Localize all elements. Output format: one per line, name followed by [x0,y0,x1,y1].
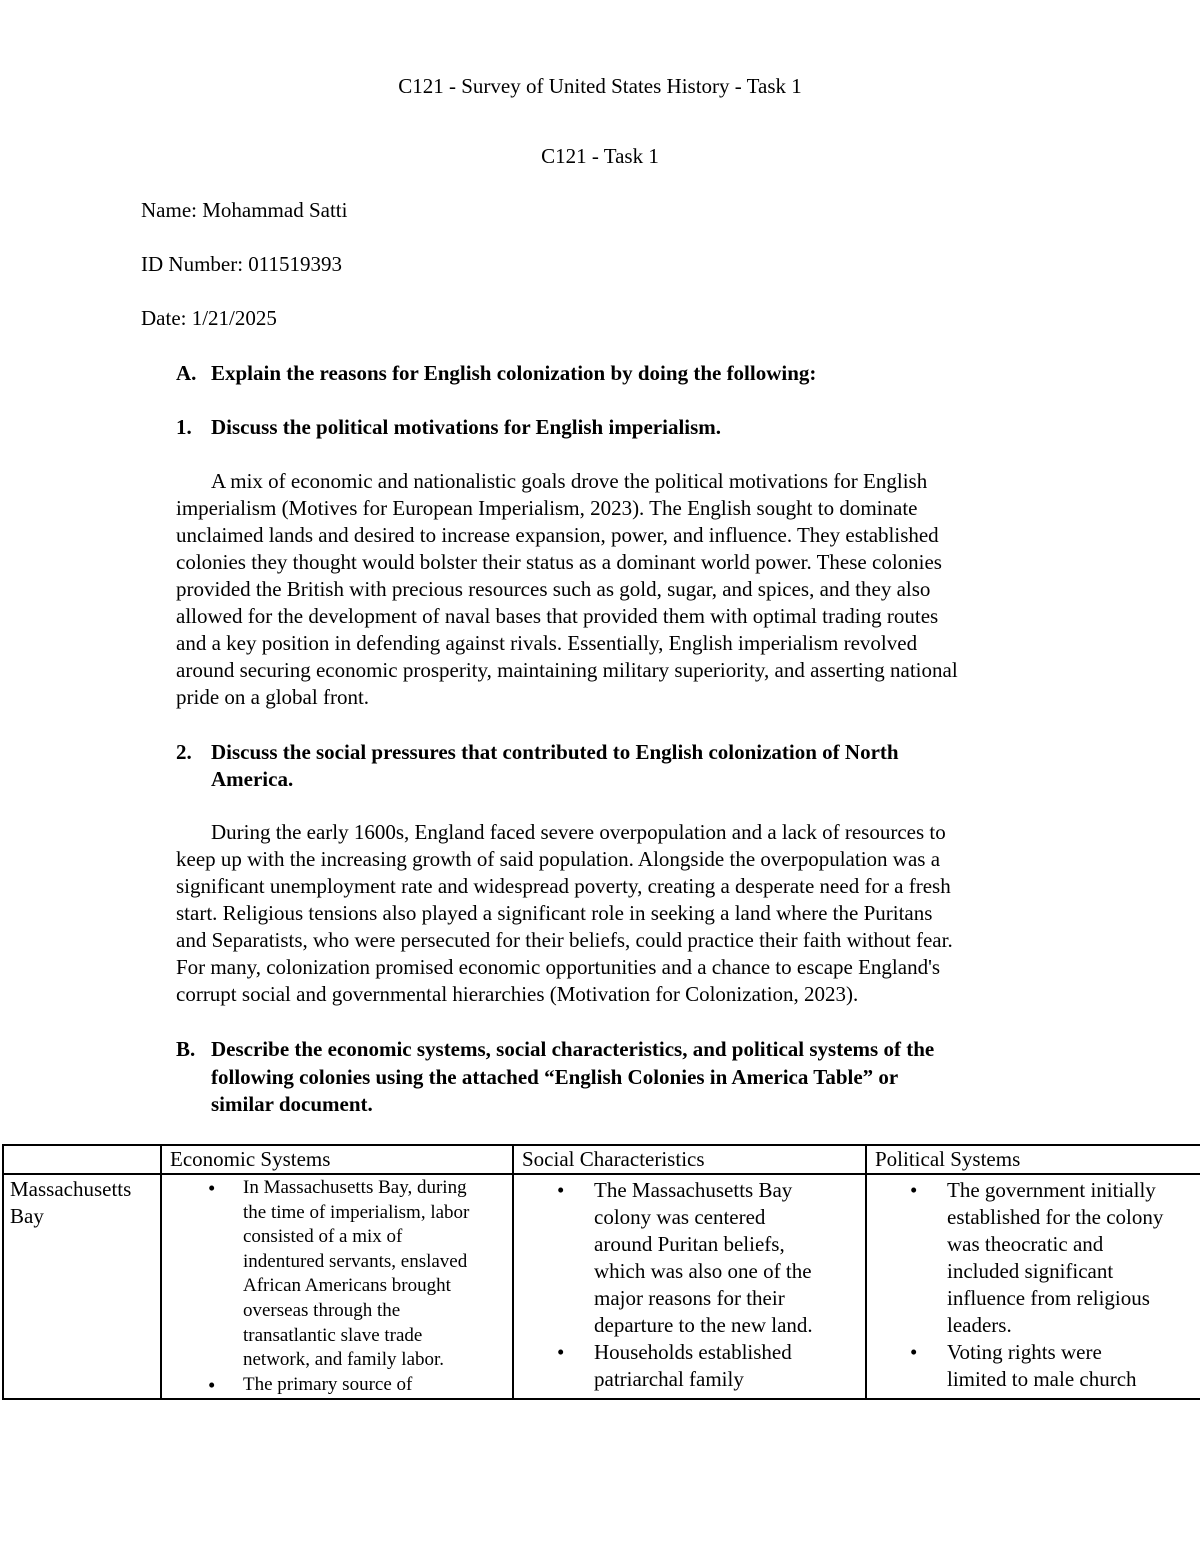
section-b-heading-line2: following colonies using the attached “English Colonies in America Table” or [211,1065,899,1089]
cell-line: was theocratic and [947,1232,1104,1256]
cell-line: included significant [947,1259,1114,1283]
cell-line: consisted of a mix of [243,1226,403,1248]
cell-line: which was also one of the [594,1259,812,1283]
cell-line: Voting rights were [947,1340,1102,1364]
colony-name-line: Bay [10,1204,44,1228]
question-1-heading: Discuss the political motivations for English imperialism. [211,415,722,439]
question-1-answer [176,468,1076,711]
table-header-cell [3,1145,161,1174]
answer-line: provided the British with precious resources such as gold, sugar, and spices, and they also [176,577,931,601]
student-name: Name: Mohammad Satti [141,198,348,222]
answer-line: significant unemployment rate and widespread poverty, creating a desperate need for a fresh [176,874,951,898]
table-header-row [3,1145,1200,1174]
cell-line: In Massachusetts Bay, during [243,1177,467,1198]
answer-line: around securing economic prosperity, maintaining military superiority, and asserting national [176,658,958,682]
colony-name-cell [3,1174,161,1399]
list-item [873,1177,1200,1339]
cell-line: around Puritan beliefs, [594,1232,785,1256]
cell-line: overseas through the [243,1299,401,1321]
cell-line: influence from religious [947,1286,1150,1310]
cell-line: departure to the new land. [594,1313,813,1337]
cell-line: limited to male church [947,1367,1137,1391]
cell-line: patriarchal family [594,1367,744,1391]
bullet-icon: • [910,1340,918,1364]
cell-line: network, and family labor. [243,1349,445,1371]
colony-name-line: Massachusetts [10,1177,132,1201]
table-row [3,1174,1200,1399]
cell-line: indentured servants, enslaved [243,1250,468,1272]
table-header-cell: Economic Systems [161,1145,513,1174]
social-characteristics-list [520,1177,865,1393]
table-header-cell: Social Characteristics [513,1145,866,1174]
answer-line: start. Religious tensions also played a significant role in seeking a land where the Puritans [176,901,933,925]
bullet-icon: • [910,1178,918,1202]
table-header-cell: Political Systems [866,1145,1200,1174]
question-2-heading-line1: Discuss the social pressures that contributed to English colonization of North [211,740,899,764]
answer-line: For many, colonization promised economic opportunities and a chance to escape England's [176,955,941,979]
course-title: C121 - Survey of United States History - Task 1 [398,74,802,98]
answer-line: allowed for the development of naval bases that provided them with optimal trading routes [176,604,939,628]
answer-line: and Separatists, who were persecuted for their beliefs, could practice their faith without fear. [176,928,953,952]
section-a-heading: Explain the reasons for English colonization by doing the following: [211,361,817,385]
bullet-icon: • [208,1176,216,1200]
cell-line: established for the colony [947,1205,1164,1229]
cell-line: The Massachusetts Bay [594,1178,793,1202]
student-id: ID Number: 011519393 [141,252,343,276]
cell-line: transatlantic slave trade [243,1324,423,1346]
social-characteristics-cell [513,1174,866,1399]
answer-line: keep up with the increasing growth of said population. Alongside the overpopulation was a [176,847,941,871]
list-item [168,1373,512,1397]
bullet-icon: • [557,1178,565,1202]
question-1-marker: 1. [176,415,192,439]
bullet-icon: • [208,1372,216,1397]
task-title: C121 - Task 1 [541,144,659,168]
political-systems-cell [866,1174,1200,1399]
cell-line: Households established [594,1340,792,1364]
section-b-marker: B. [176,1037,196,1061]
cell-line: the time of imperialism, labor [243,1201,470,1223]
list-item [168,1176,512,1373]
cell-line: colony was centered [594,1205,766,1229]
cell-line: leaders. [947,1313,1012,1337]
answer-line: corrupt social and governmental hierarchies (Motivation for Colonization, 2023). [176,982,859,1006]
political-systems-list [873,1177,1200,1393]
answer-line: and a key position in defending against rivals. Essentially, English imperialism revolved [176,631,918,655]
cell-line: The government initially [947,1178,1156,1202]
section-a-marker: A. [176,361,197,385]
list-item [520,1339,865,1393]
answer-line: During the early 1600s, England faced severe overpopulation and a lack of resources to [211,820,946,844]
answer-line: A mix of economic and nationalistic goals drove the political motivations for English [211,469,928,493]
list-item [520,1177,865,1339]
answer-line: pride on a global front. [176,685,370,709]
cell-line: African Americans brought [243,1275,451,1297]
answer-line: imperialism (Motives for European Imperialism, 2023). The English sought to dominate [176,496,918,520]
question-2-heading-line2: America. [211,767,294,791]
question-2-marker: 2. [176,740,192,764]
section-b-heading-line3: similar document. [211,1092,373,1116]
question-2-answer [176,819,1076,1008]
bullet-icon: • [557,1340,565,1364]
cell-line: major reasons for their [594,1286,785,1310]
economic-systems-list [168,1176,512,1397]
english-colonies-table [2,1144,1200,1400]
economic-systems-cell [161,1174,513,1399]
answer-line: colonies they thought would bolster their status as a dominant world power. These colonies [176,550,942,574]
section-b-heading-line1: Describe the economic systems, social characteristics, and political systems of the [211,1037,935,1061]
submission-date: Date: 1/21/2025 [141,306,277,330]
answer-line: unclaimed lands and desired to increase expansion, power, and influence. They established [176,523,939,547]
list-item [873,1339,1200,1393]
cell-line: The primary source of [243,1373,413,1395]
